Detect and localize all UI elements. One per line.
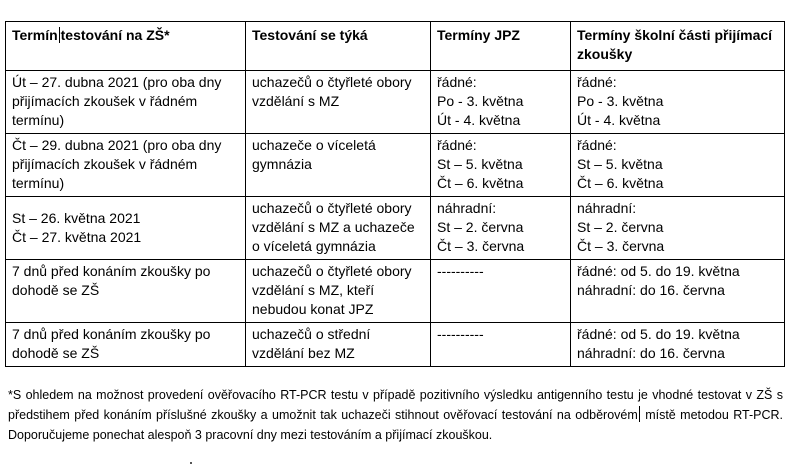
header-testing-date-part1: Termín bbox=[12, 27, 58, 43]
jpz-line: Út - 4. května bbox=[437, 112, 521, 128]
footnote-part2: místě metodou RT-PCR. Doporučujeme ponechat alespoň 3 pracovní dny mezi testováním a přijímací zkouškou. bbox=[8, 408, 783, 442]
cell-testing-date: Út – 27. dubna 2021 (pro oba dny přijímacích zkoušek v řádném termínu) bbox=[6, 71, 246, 134]
cell-concerns: uchazečů o čtyřleté obory vzdělání s MZ, kteří nebudou konat JPZ bbox=[246, 260, 431, 323]
jpz-line: St – 5. května bbox=[437, 156, 523, 172]
cell-jpz-dates: ---------- bbox=[431, 323, 571, 367]
cell-school-dates bbox=[571, 323, 785, 367]
school-line: Po - 3. května bbox=[577, 93, 664, 109]
school-line: Út - 4. května bbox=[577, 112, 661, 128]
footnote bbox=[8, 385, 783, 445]
testing-schedule-table bbox=[5, 21, 785, 367]
footnote-part1: *S ohledem na možnost provedení ověřovacího RT-PCR testu v případě pozitivního výsledku antigenního testu je vhodné testovat v ZŠ s předstihem před konáním příslušné zkoušky a umožnit tak uchazeči stihnout ověřovací testování na odběrovém bbox=[8, 388, 783, 422]
school-line: St – 2. června bbox=[577, 219, 664, 235]
cell-testing-date bbox=[6, 197, 246, 260]
school-line: náhradní: do 16. června bbox=[577, 345, 725, 361]
cell-jpz-dates bbox=[431, 134, 571, 197]
jpz-line: Čt – 3. června bbox=[437, 238, 525, 254]
school-line: náhradní: do 16. června bbox=[577, 282, 725, 298]
school-line: náhradní: bbox=[577, 200, 637, 216]
cell-concerns: uchazečů o čtyřleté obory vzdělání s MZ a uchazeče o víceletá gymnázia bbox=[246, 197, 431, 260]
text-cursor bbox=[59, 27, 60, 43]
school-line: Čt – 6. května bbox=[577, 175, 664, 191]
jpz-line: Po - 3. května bbox=[437, 93, 524, 109]
cell-jpz-dates bbox=[431, 197, 571, 260]
table-row bbox=[6, 260, 785, 323]
cell-school-dates bbox=[571, 71, 785, 134]
school-line: Čt – 3. června bbox=[577, 238, 665, 254]
cell-jpz-dates: ---------- bbox=[431, 260, 571, 323]
cell-concerns: uchazečů o čtyřleté obory vzdělání s MZ bbox=[246, 71, 431, 134]
school-line: řádné: od 5. do 19. května bbox=[577, 326, 740, 342]
header-concerns: Testování se týká bbox=[246, 22, 431, 71]
table-row bbox=[6, 323, 785, 367]
jpz-line: řádné: bbox=[437, 137, 477, 153]
school-line: řádné: bbox=[577, 137, 617, 153]
cell-school-dates bbox=[571, 260, 785, 323]
table-row bbox=[6, 71, 785, 134]
table-row bbox=[6, 134, 785, 197]
cell-school-dates bbox=[571, 197, 785, 260]
cell-concerns: uchazečů o střední vzdělání bez MZ bbox=[246, 323, 431, 367]
header-testing-date-part2: testování na ZŠ* bbox=[60, 27, 170, 43]
cell-testing-date: Čt – 29. dubna 2021 (pro oba dny přijímacích zkoušek v řádném termínu) bbox=[6, 134, 246, 197]
cell-school-dates bbox=[571, 134, 785, 197]
text-cursor bbox=[639, 406, 640, 422]
school-line: řádné: bbox=[577, 74, 617, 90]
header-jpz-dates: Termíny JPZ bbox=[431, 22, 571, 71]
cell-jpz-dates bbox=[431, 71, 571, 134]
date-line: St – 26. května 2021 bbox=[12, 209, 141, 226]
cell-testing-date: 7 dnů před konáním zkoušky po dohodě se ZŠ bbox=[6, 323, 246, 367]
table-row bbox=[6, 197, 785, 260]
jpz-line: Čt – 6. května bbox=[437, 175, 524, 191]
header-testing-date bbox=[6, 22, 246, 71]
school-line: St – 5. května bbox=[577, 156, 663, 172]
cell-testing-date: 7 dnů před konáním zkoušky po dohodě se ZŠ bbox=[6, 260, 246, 323]
jpz-line: St – 2. června bbox=[437, 219, 524, 235]
cell-concerns: uchazeče o víceletá gymnázia bbox=[246, 134, 431, 197]
stray-mark bbox=[190, 462, 192, 464]
header-school-exam-dates: Termíny školní části přijímací zkoušky bbox=[571, 22, 785, 71]
school-line: řádné: od 5. do 19. května bbox=[577, 263, 740, 279]
date-line: Čt – 27. května 2021 bbox=[12, 228, 142, 245]
jpz-line: náhradní: bbox=[437, 200, 497, 216]
table-header-row bbox=[6, 22, 785, 71]
jpz-line: řádné: bbox=[437, 74, 477, 90]
